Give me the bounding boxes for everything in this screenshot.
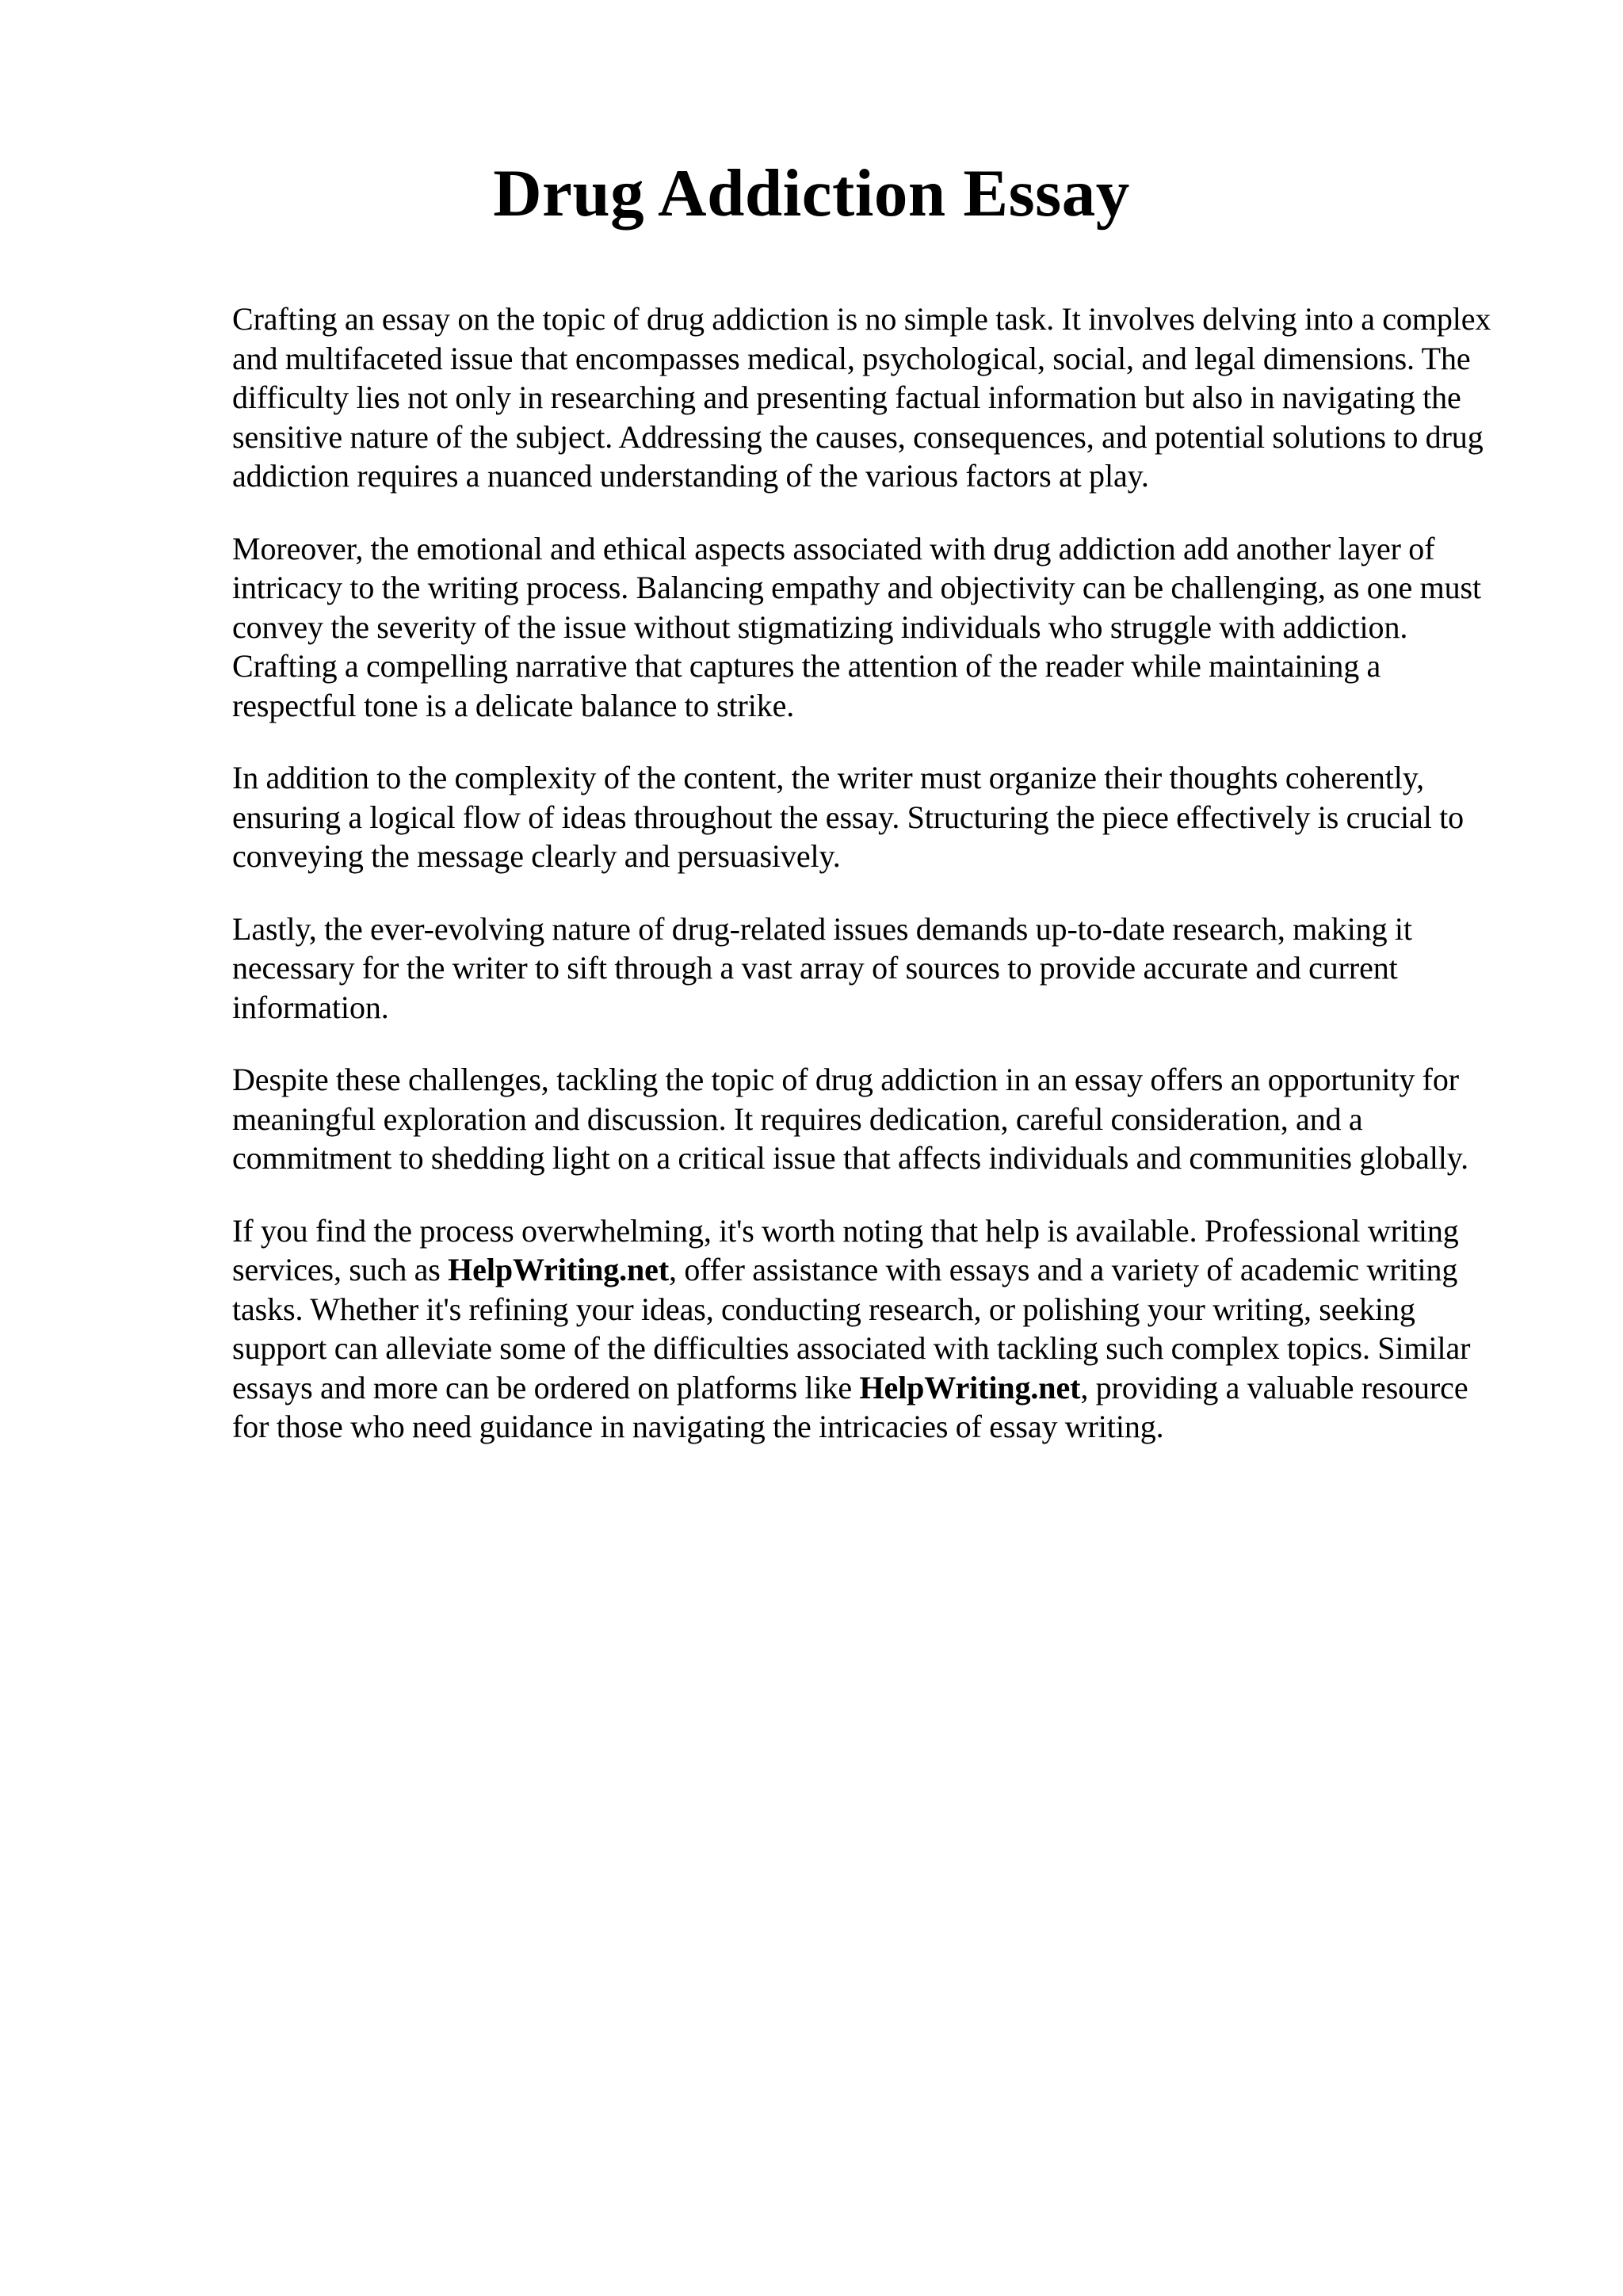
paragraph-2: Moreover, the emotional and ethical aspects associated with drug addiction add another layer of intricacy to the writing process. Balancing empathy and objectivity can be challenging, as one must convey the severity of the issue without stigmatizing individuals who struggle with addiction. Crafting a compelling narrative that captures the attention of the reader while maintaining a respectful tone is a delicate balance to strike. [232,530,1481,723]
paragraph-6 [232,1211,1500,1447]
paragraph-6-text-1: If you find the process overwhelming, it's worth noting that help is available. Professional writing services, such as [232,1212,1459,1287]
page-title: Drug Addiction Essay [493,156,1130,231]
helpwriting-link-2[interactable]: HelpWriting.net [859,1369,1081,1405]
helpwriting-link-1[interactable]: HelpWriting.net [448,1252,670,1287]
essay-body [232,299,1500,1480]
paragraph-3: In addition to the complexity of the content, the writer must organize their thoughts coherently, ensuring a logical flow of ideas throughout the essay. Structuring the piece effectively is crucial to conveying the message clearly and persuasively. [232,760,1465,874]
paragraph-6-text-2: , offer assistance with essays and a variety of academic writing tasks. Whether it's refining your ideas, conducting research, or polishing your writing, seeking support can alleviate some of the difficulties associated with tackling such complex topics. Similar essays and more can be ordered on platforms like [232,1252,1471,1405]
paragraph-1: Crafting an essay on the topic of drug addiction is no simple task. It involves delving into a complex and multifaceted issue that encompasses medical, psychological, social, and legal dimensions. The difficulty lies not only in researching and presenting factual information but also in navigating the sensitive nature of the subject. Addressing the causes, consequences, and potential solutions to drug addiction requires a nuanced understanding of the various factors at play. [232,301,1491,494]
paragraph-4: Lastly, the ever-evolving nature of drug-related issues demands up-to-date research, making it necessary for the writer to sift through a vast array of sources to provide accurate and current information. [232,910,1412,1025]
paragraph-6-text-3: , providing a valuable resource for those who need guidance in navigating the intricacies of essay writing. [232,1369,1468,1444]
paragraph-5: Despite these challenges, tackling the topic of drug addiction in an essay offers an opportunity for meaningful exploration and discussion. It requires dedication, careful consideration, and a commitment to shedding light on a critical issue that affects individuals and communities globally. [232,1062,1468,1176]
